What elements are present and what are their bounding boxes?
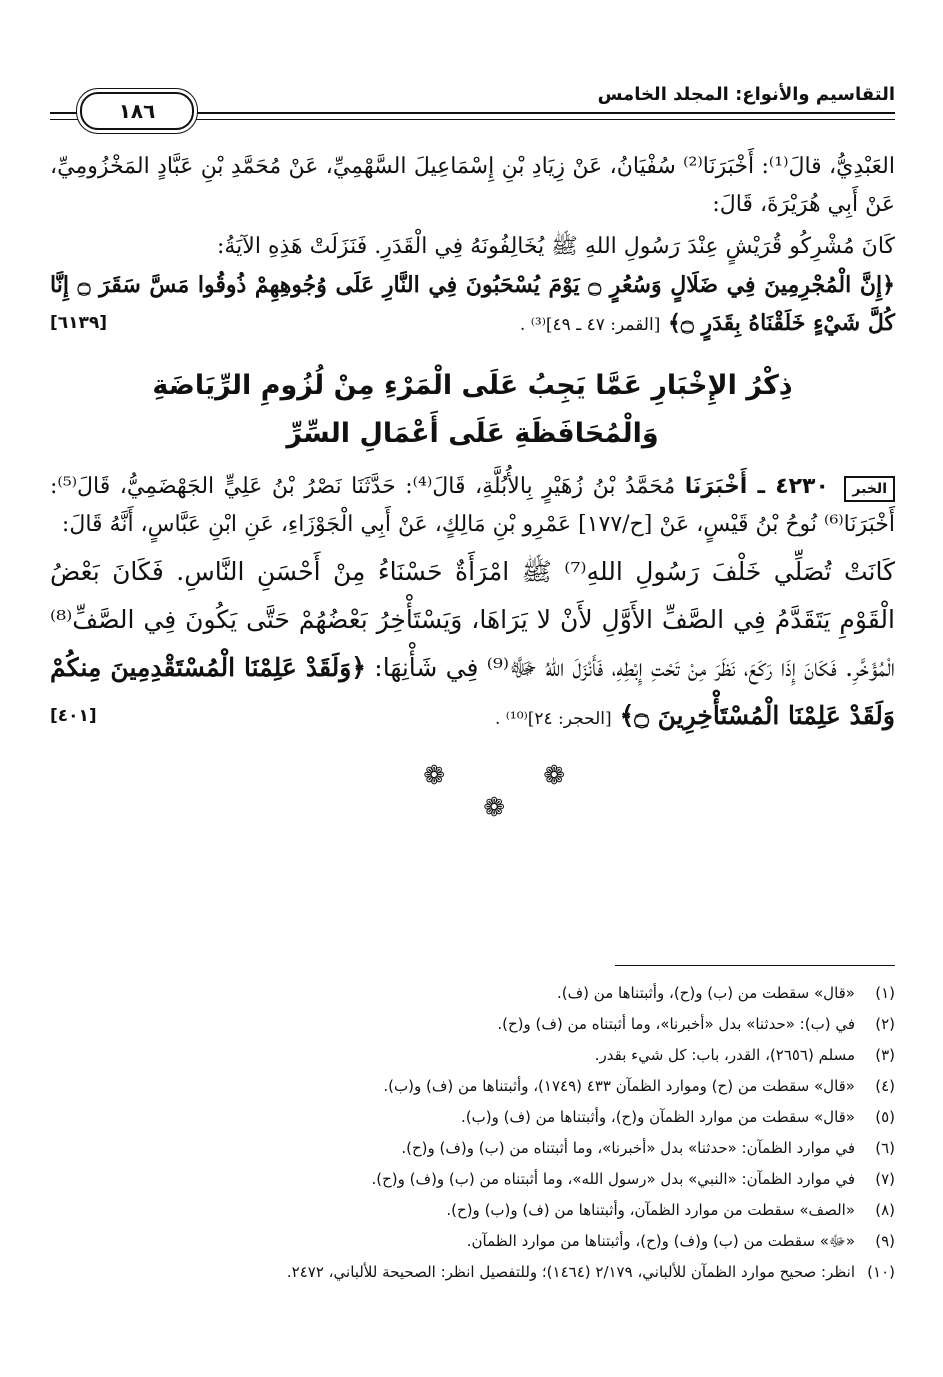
running-title: التقاسيم والأنواع: المجلد الخامس [597, 84, 895, 105]
section-heading-line-1: ذِكْرُ الإِخْبَارِ عَمَّا يَجِبُ عَلَى الْمَرْءِ مِنْ لُزُومِ الرِّيَاضَةِ [152, 370, 793, 401]
footnote: (١)«قال» سقطت من (ب) و(ح)، وأثبتناها من (ف). [556, 984, 895, 1002]
hadith-number-label: ٤٢٣٠ ـ أَخْبَرَنَا [684, 474, 829, 499]
paragraph-hadith-1: كَانَ مُشْرِكُو قُرَيْشٍ عِنْدَ رَسُولِ اللهِ ﷺ يُخَالِفُونَهُ فِي الْقَدَرِ. فَنَزَلَتْ هَذِهِ الآيَةُ: [216, 234, 895, 259]
matn-text: كَانَتْ تُصَلِّي خَلْفَ رَسُولِ اللهِ⁽⁷⁾ ﷺ امْرَأَةٌ حَسْنَاءُ مِنْ أَحْسَنِ النَّاسِ. فَكَانَ بَعْضُ الْقَوْمِ يَتَقَدَّمُ فِي الصَّفِّ الأَوَّلِ لأَنْ لا يَرَاهَا، وَيَسْتَأْخِرُ بَعْضُهُمْ حَتَّى يَكُونَ فِي الصَّفِّ⁽⁸⁾ الْمُؤَخَّرِ. فَكَانَ إِذَا رَكَعَ، نَظَرَ مِنْ تَحْتِ إِبْطِهِ، فَأَنْزَلَ اللهُ ﷻ⁽⁹⁾ فِي شَأْنِهَا: [50, 557, 895, 682]
main-text [50, 148, 895, 853]
section-heading-line-2: وَالْمُحَافَظَةِ عَلَى أَعْمَالِ السِّرِّ [286, 418, 659, 449]
paragraph-isnad-1: العَبْدِيُّ، قالَ⁽¹⁾: أَخْبَرَنَا⁽²⁾ سُفْيَانُ، عَنْ زِيَادِ بْنِ إِسْمَاعِيلَ السَّهْمِيِّ، عَنْ مُحَمَّدِ بْنِ عَبَّادٍ المَخْزُومِيِّ، عَنْ أَبِي هُرَيْرَةَ، قَالَ: [50, 154, 895, 217]
quran-verse-1-ref: [القمر: ٤٧ ـ ٤٩]⁽³⁾ . [519, 315, 661, 335]
flower-ornament-icon: ❁ [543, 761, 565, 791]
page [50, 60, 895, 1350]
footnote-rule [615, 965, 895, 966]
hadith-number-2: [٤٠١] [50, 706, 97, 726]
isnad-text: مُحَمَّدُ بْنُ زُهَيْرٍ بِالأُبُلَّةِ، قَالَ⁽⁴⁾: حَدَّثَنَا نَصْرُ بْنُ عَلِيٍّ الجَهْضَمِيُّ، قَالَ⁽⁵⁾: أَخْبَرَنَا⁽⁶⁾ نُوحُ بْنُ قَيْسٍ، عَنْ [ح/١٧٧] عَمْرِو بْنِ مَالِكٍ، عَنْ أَبِي الْجَوْزَاءِ، عَنِ ابْنِ عَبَّاسٍ، أَنَّهُ قَالَ: [50, 474, 895, 537]
section-heading [50, 362, 895, 458]
flower-ornament-icon: ❁ [483, 793, 505, 823]
page-number: ١٨٦ [80, 92, 194, 130]
footnote: (٧)في موارد الظمآن: «النبي» بدل «رسول الله»، وما أثبتناه من (ب) و(ف) و(ح). [371, 1170, 895, 1188]
footnote: (١٠)انظر: صحيح موارد الظمآن للألباني، ٢/١٧٩ (١٤٦٤)؛ وللتفصيل انظر: الصحيحة للألباني، ٢٤٧٢. [286, 1263, 895, 1281]
quran-verse-2-ref: [الحجر: ٢٤]⁽¹⁰⁾ . [494, 709, 612, 729]
paragraph-isnad-2 [50, 468, 895, 544]
hadith-number-1: [٦١٣٩] [50, 313, 108, 333]
page-header [50, 80, 895, 130]
footnote: (٤)«قال» سقطت من (ح) وموارد الظمآن ٤٣٣ (١٧٤٩)، وأثبتناها من (ف) و(ب). [383, 1077, 895, 1095]
quran-verse-1-text: ﴿إِنَّ الْمُجْرِمِينَ فِي ضَلَالٍ وَسُعُرٍ ۝ يَوْمَ يُسْحَبُونَ فِي النَّارِ عَلَى وُجُوهِهِمْ ذُوقُوا مَسَّ سَقَرَ ۝ إِنَّا كُلَّ شَيْءٍ خَلَقْنَاهُ بِقَدَرٍ ۝﴾ [50, 272, 895, 336]
footnote: (٦)في موارد الظمآن: «حدثنا» بدل «أخبرنا»، وما أثبتناه من (ب) و(ف) و(ح). [401, 1139, 895, 1157]
khabar-badge: الخبر [844, 476, 895, 502]
footnote: (٣)مسلم (٢٦٥٦)، القدر، باب: كل شيء بقدر. [594, 1046, 895, 1064]
quran-verse-1 [50, 266, 895, 344]
footnotes [50, 978, 895, 1288]
flower-ornament-icon: ❁ [423, 761, 445, 791]
footnote: (٩)«ﷻ» سقطت من (ب) و(ف) و(ح)، وأثبتناها من موارد الظمآن. [466, 1232, 895, 1250]
footnote: (٥)«قال» سقطت من موارد الظمآن و(ح)، وأثبتناها من (ف) و(ب). [461, 1108, 895, 1126]
footnote: (٢)في (ب): «حدثنا» بدل «أخبرنا»، وما أثبتناه من (ف) و(ح). [497, 1015, 895, 1033]
footnote: (٨)«الصف» سقطت من موارد الظمآن، وأثبتناها من (ف) و(ب) و(ح). [446, 1201, 895, 1219]
ornament-divider [50, 763, 895, 853]
quran-verse-2-text: ﴿وَلَقَدْ عَلِمْنَا الْمُسْتَقْدِمِينَ مِنكُمْ وَلَقَدْ عَلِمْنَا الْمُسْتَأْخِرِينَ ۝﴾ [50, 653, 895, 730]
paragraph-matn [50, 548, 895, 743]
